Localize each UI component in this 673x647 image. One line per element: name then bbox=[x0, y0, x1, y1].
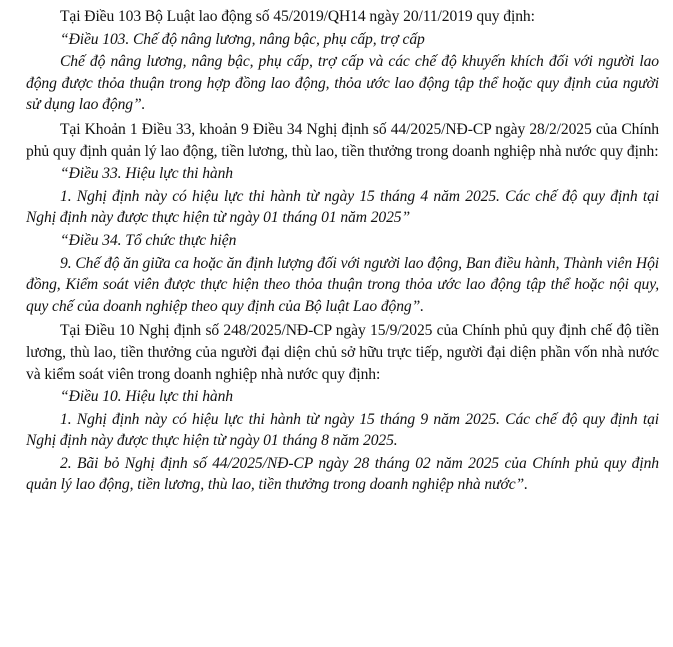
quote-article-103-heading: “Điều 103. Chế độ nâng lương, nâng bậc, phụ cấp, trợ cấp bbox=[60, 30, 425, 48]
quote-article-34-heading: “Điều 34. Tổ chức thực hiện bbox=[60, 231, 237, 249]
quote-article-10-heading: “Điều 10. Hiệu lực thi hành bbox=[60, 388, 233, 406]
paragraph-intro-decree-248: Tại Điều 10 Nghị định số 248/2025/NĐ-CP ngày 15/9/2025 của Chính phủ quy định chế độ tiền lương, thù lao, tiền thưởng của người đại diện chủ sở hữu trực tiếp, người đại diện phần vốn nhà nước và kiểm soát viên trong doanh nghiệp nhà nước quy định: bbox=[26, 322, 659, 383]
paragraph-intro-decree-44: Tại Khoản 1 Điều 33, khoản 9 Điều 34 Nghị định số 44/2025/NĐ-CP ngày 28/2/2025 của Chính phủ quy định quản lý lao động, tiền lương, thù lao, tiền thưởng trong doanh nghiệp nhà nước quy định: bbox=[26, 120, 659, 160]
quote-article-33-body: 1. Nghị định này có hiệu lực thi hành từ ngày 15 tháng 4 năm 2025. Các chế độ quy định tại Nghị định này được thực hiện từ ngày 01 tháng 01 năm 2025” bbox=[26, 187, 659, 227]
quote-article-10-clause-2: 2. Bãi bỏ Nghị định số 44/2025/NĐ-CP ngày 28 tháng 02 năm 2025 của Chính phủ quy định quản lý lao động, tiền lương, thù lao, tiền thưởng trong doanh nghiệp nhà nước”. bbox=[26, 454, 659, 494]
quote-article-33-heading: “Điều 33. Hiệu lực thi hành bbox=[60, 165, 233, 183]
paragraph-intro-labor-code: Tại Điều 103 Bộ Luật lao động số 45/2019/QH14 ngày 20/11/2019 quy định: bbox=[60, 8, 535, 25]
quote-article-10-clause-1: 1. Nghị định này có hiệu lực thi hành từ ngày 15 tháng 9 năm 2025. Các chế độ quy định tại Nghị định này được thực hiện từ ngày 01 tháng 8 năm 2025. bbox=[26, 410, 659, 450]
quote-article-103-body: Chế độ nâng lương, nâng bậc, phụ cấp, trợ cấp và các chế độ khuyến khích đối với người lao động được thỏa thuận trong hợp đồng lao động, thỏa ước lao động tập thể hoặc quy định của người sử dụng lao động”. bbox=[26, 53, 659, 114]
quote-article-34-body: 9. Chế độ ăn giữa ca hoặc ăn định lượng đối với người lao động, Ban điều hành, Thành viên Hội đồng, Kiểm soát viên được thực hiện theo thỏa thuận trong thỏa ước lao động tập thể hoặc nội quy, quy chế của doanh nghiệp theo quy định của Bộ luật Lao động”. bbox=[26, 254, 659, 315]
